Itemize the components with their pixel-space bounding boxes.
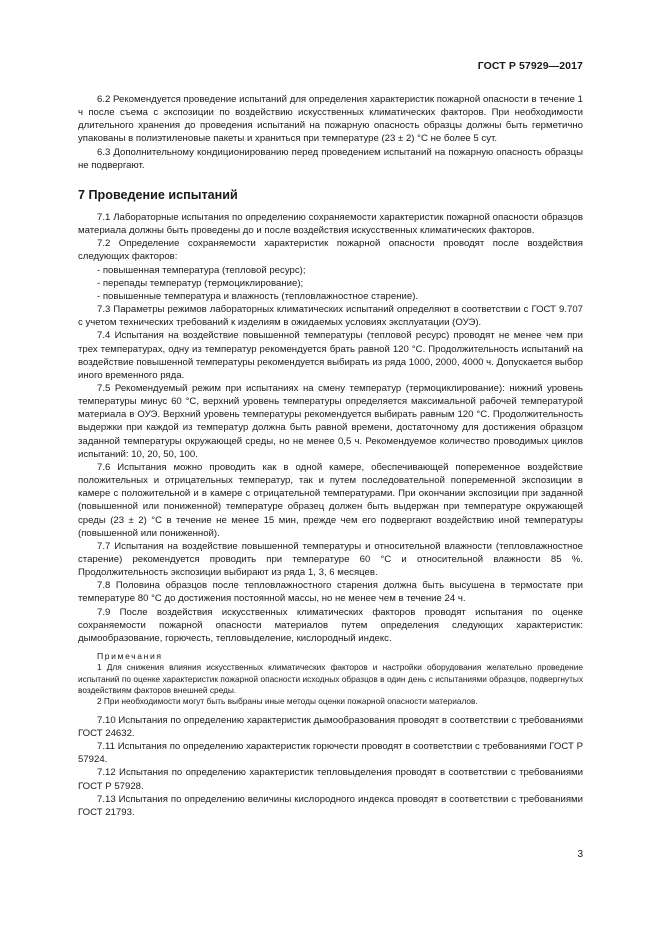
paragraph-7-10: 7.10 Испытания по определению характеристик дымообразования проводят в соответствии с требованиями ГОСТ 24632. xyxy=(78,714,583,739)
paragraph-7-4: 7.4 Испытания на воздействие повышенной температуры (тепловой ресурс) проводят не менее чем при трех температурах, одну из температур рекомендуется брать равной 120 °С. Продолжительность испытаний на воздействие повышенной температуры рекомендуется выбирать из ряда 1000, 2000, 4000 ч. Допускается выбор иного временного ряда. xyxy=(78,330,583,381)
paragraph-6-2: 6.2 Рекомендуется проведение испытаний для определения характеристик пожарной опасности в течение 1 ч после съема с экспозиции по воздействию искусственных климатических факторов. При необходимости длительного хранения до проведения испытаний на пожарную опасность образцы должны быть герметично упакованы в полиэтиленовые пакеты и храниться при температуре (23 ± 2) °С не более 5 сут. xyxy=(78,94,583,145)
paragraph-7-13: 7.13 Испытания по определению величины кислородного индекса проводят в соответствии с требованиями ГОСТ 21793. xyxy=(78,793,583,818)
paragraph-7-11: 7.11 Испытания по определению характеристик горючести проводят в соответствии с требованиями ГОСТ Р 57924. xyxy=(78,741,583,766)
paragraph-7-5: 7.5 Рекомендуемый режим при испытаниях на смену температур (термоциклирование): нижний уровень температуры минус 60 °С, верхний уровень температуры определяется максимальной рабочей температурой материала в ОУЭ. Верхний уровень температуры рекомендуется выбирать равным 120 °С. Продолжительность выдержки при каждой из температур должна быть равной времени, достаточному для достижения образцом заданной температуры окружающей среды, но не менее 0,5 ч. Рекомендуемое количество проводимых циклов испытаний: 10, 20, 50, 100. xyxy=(78,382,583,460)
note-item: 2 При необходимости могут быть выбраны иные методы оценки пожарной опасности материалов. xyxy=(97,696,478,707)
paragraph-7-1: 7.1 Лабораторные испытания по определению сохраняемости характеристик пожарной опасности образцов материала должны быть проведены до и после воздействия искусственных климатических факторов. xyxy=(78,211,583,237)
section-heading: 7 Проведение испытаний xyxy=(78,187,238,202)
list-item: - повышенные температура и влажность (тепловлажностное старение). xyxy=(97,290,419,302)
notes-title: Примечания xyxy=(97,651,163,662)
page-number: 3 xyxy=(577,849,583,860)
factors-list xyxy=(78,264,583,303)
paragraph-7-3: 7.3 Параметры режимов лабораторных климатических испытаний определяют в соответствии с ГОСТ 9.707 с учетом технических требований к изделиям в ожидаемых условиях эксплуатации (ОУЭ). xyxy=(78,304,583,329)
list-item: - повышенная температура (тепловой ресурс); xyxy=(97,264,306,276)
note-item: 1 Для снижения влияния искусственных климатических факторов и настройки оборудования желательно проведение испытаний по оценке характеристик пожарной опасности исходных образцов в один день с испытаниями образцов, подвергнутых воздействиям факторов внешней среды. xyxy=(78,662,583,695)
paragraph-6-3: 6.3 Дополнительному кондиционированию перед проведением испытаний на пожарную опасность образцы не подвергают. xyxy=(78,146,583,171)
paragraph-7-8: 7.8 Половина образцов после тепловлажностного старения должна быть высушена в термостате при температуре 80 °С до достижения постоянной массы, но не менее чем в течение 24 ч. xyxy=(78,580,583,605)
closing-paragraphs xyxy=(78,714,583,819)
paragraph-7-2: 7.2 Определение сохраняемости характеристик пожарной опасности проводят после воздействия следующих факторов: xyxy=(78,238,583,263)
paragraph-7-6: 7.6 Испытания можно проводить как в одной камере, обеспечивающей попеременное воздействие положительных и отрицательных температур, так и путем последовательной попеременной экспозиции в камере с положительной и в камере с отрицательной температурами. При окончании экспозиции при заданной (повышенной или пониженной) температуре образец должен быть выдержан при температуре окружающей среды (23 ± 2) °С в течение не менее 15 мин, прежде чем его подвергают воздействию иной температуры (повышенной или пониженной). xyxy=(78,461,583,539)
document-code-header: ГОСТ Р 57929—2017 xyxy=(477,60,583,72)
paragraph-7-7: 7.7 Испытания на воздействие повышенной температуры и относительной влажности (тепловлажностное старение) рекомендуется проводить при температуре 60 °С и относительной влажности 85 %. Продолжительность экспозиции выбирают из ряда 1, 3, 6 месяцев. xyxy=(78,540,583,579)
document-body xyxy=(78,93,583,819)
paragraph-7-9: 7.9 После воздействия искусственных климатических факторов проводят испытания по оценке сохраняемости пожарной опасности материалов путем определения следующих характеристик: дымообразование, горючесть, тепловыделение, кислородный индекс. xyxy=(78,606,583,644)
paragraph-7-12: 7.12 Испытания по определению характеристик тепловыделения проводят в соответствии с требованиями ГОСТ Р 57928. xyxy=(78,767,583,792)
list-item: - перепады температур (термоциклирование); xyxy=(97,277,304,289)
notes-block xyxy=(78,650,583,708)
